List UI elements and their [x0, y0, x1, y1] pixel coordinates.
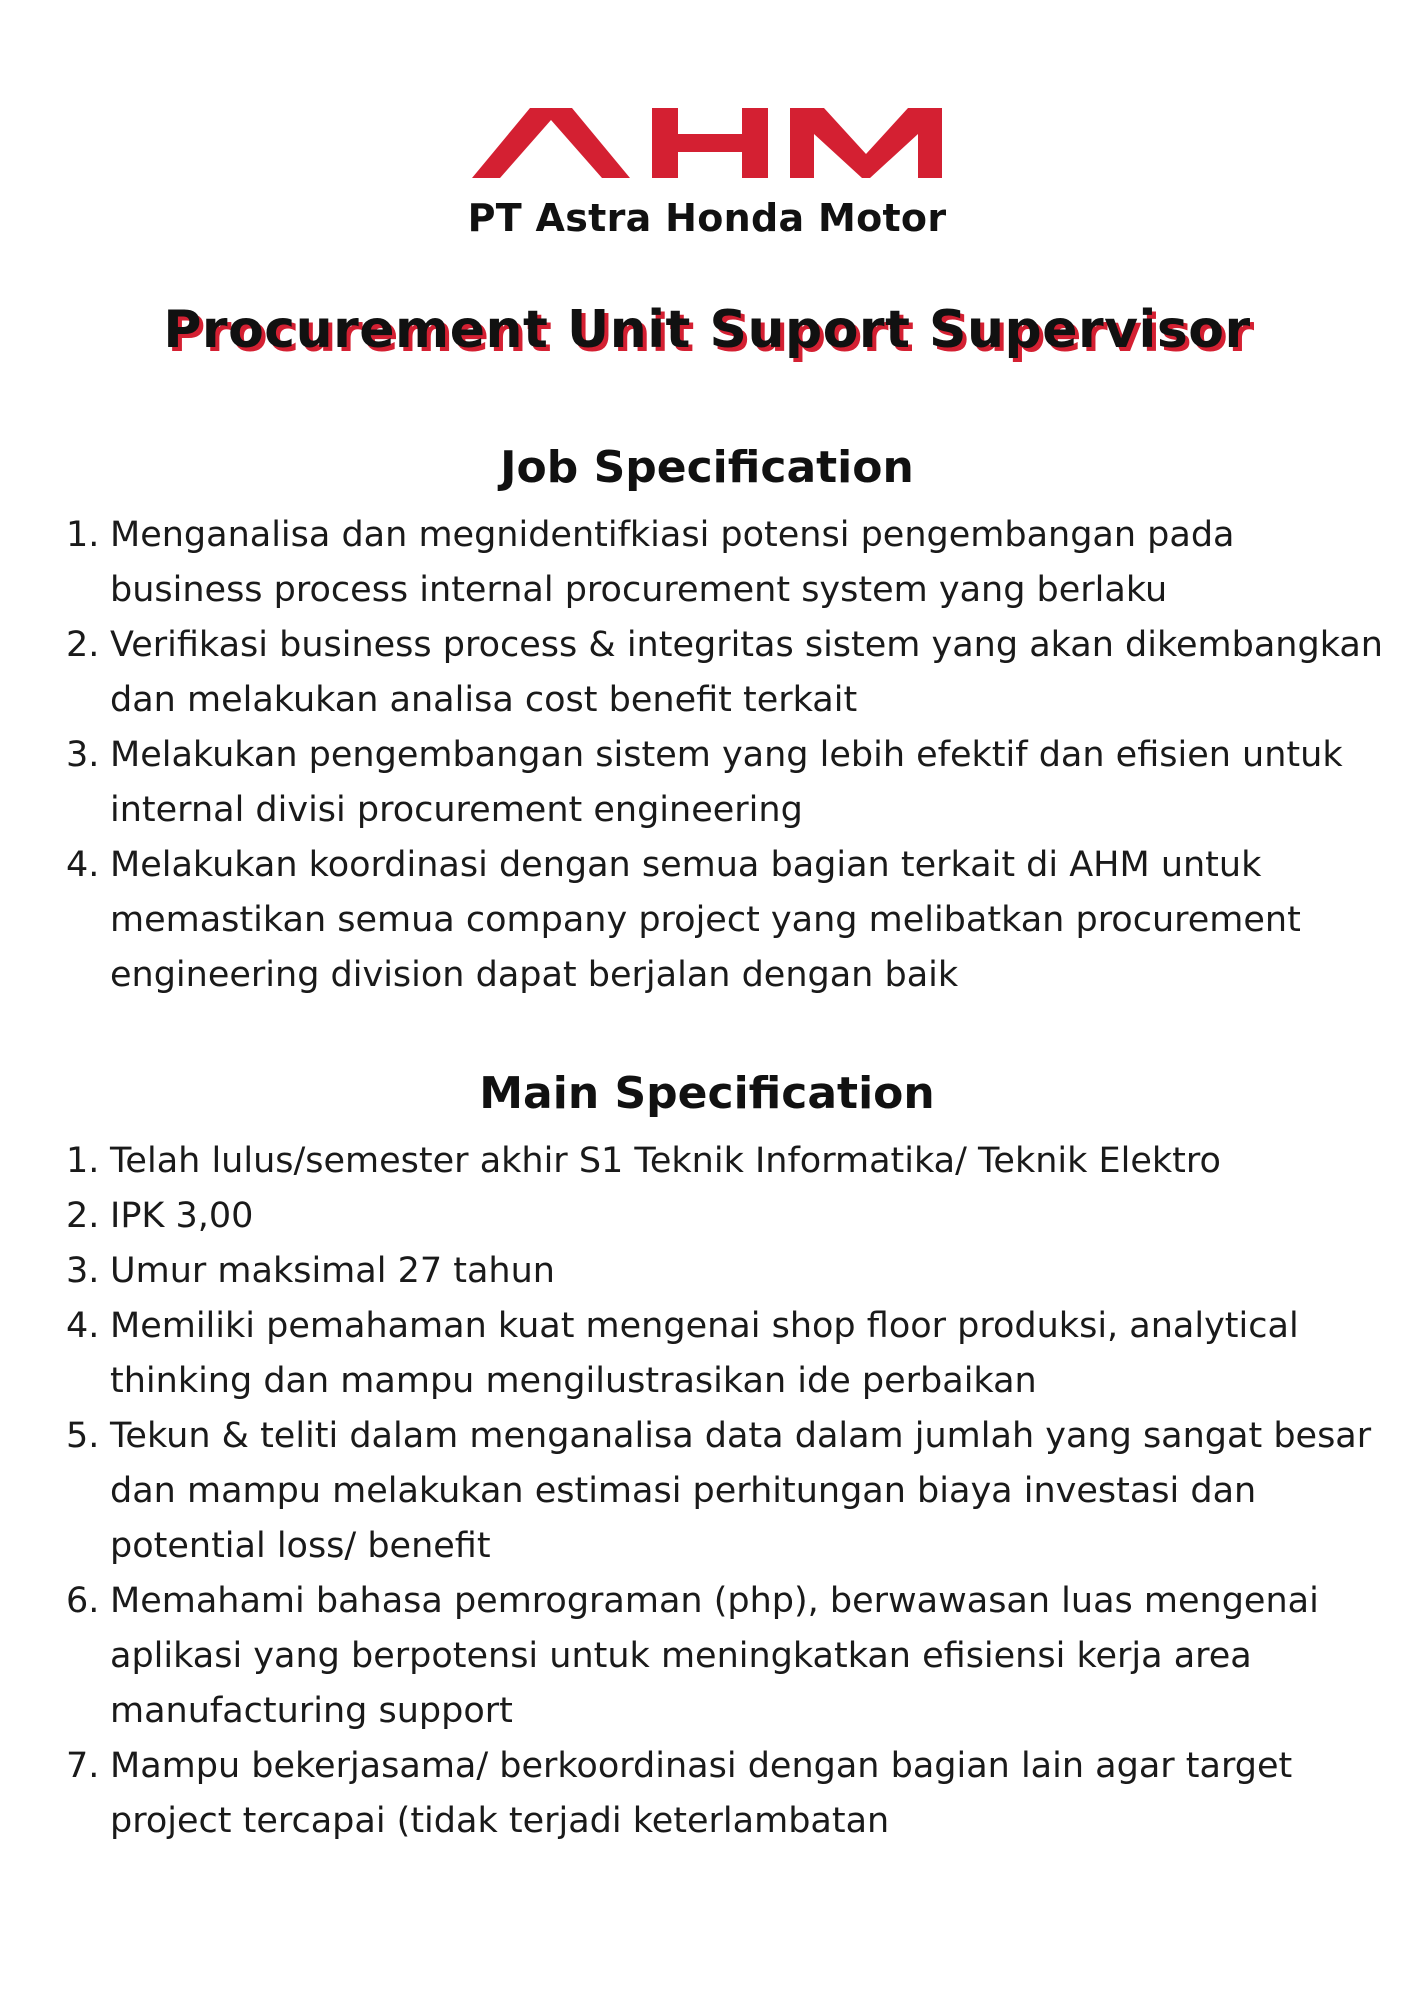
- list-text: Telah lulus/semester akhir S1 Teknik Informatika/ Teknik Elektro: [110, 1141, 1221, 1181]
- list-number: 4.: [66, 845, 100, 885]
- list-number: 5.: [66, 1416, 100, 1456]
- list-number: 6.: [66, 1581, 100, 1621]
- main-spec-item: [0, 1244, 1414, 1299]
- list-text: Mampu bekerjasama/ berkoordinasi dengan bagian lain agar target project tercapai (tidak terjadi keterlambatan: [110, 1746, 1293, 1841]
- list-text: Verifikasi business process & integritas sistem yang akan dikembangkan dan melakukan analisa cost benefit terkait: [110, 625, 1383, 720]
- list-number: 1.: [66, 1141, 100, 1181]
- list-text: Tekun & teliti dalam menganalisa data dalam jumlah yang sangat besar dan mampu melakukan estimasi perhitungan biaya investasi dan potential loss/ benefit: [110, 1416, 1372, 1566]
- list-number: 2.: [66, 625, 100, 665]
- list-text: Umur maksimal 27 tahun: [110, 1251, 555, 1291]
- job-spec-item: [0, 728, 1414, 838]
- main-spec-item: [0, 1409, 1414, 1574]
- job-specification-list: [0, 508, 1414, 1003]
- main-spec-item: [0, 1574, 1414, 1739]
- list-number: 7.: [66, 1746, 100, 1786]
- main-specification-list: [0, 1134, 1414, 1849]
- main-spec-item: [0, 1299, 1414, 1409]
- ahm-logo-mark: [472, 108, 942, 188]
- list-text: Memiliki pemahaman kuat mengenai shop floor produksi, analytical thinking dan mampu mengilustrasikan ide perbaikan: [110, 1306, 1299, 1401]
- list-number: 3.: [66, 1251, 100, 1291]
- list-number: 1.: [66, 515, 100, 555]
- list-number: 3.: [66, 735, 100, 775]
- main-spec-item: [0, 1189, 1414, 1244]
- list-number: 2.: [66, 1196, 100, 1236]
- job-spec-item: [0, 618, 1414, 728]
- list-text: Melakukan koordinasi dengan semua bagian terkait di AHM untuk memastikan semua company project yang melibatkan procurement engineering division dapat berjalan dengan baik: [110, 845, 1301, 995]
- list-text: IPK 3,00: [110, 1196, 254, 1236]
- company-name: PT Astra Honda Motor: [467, 196, 947, 240]
- list-text: Menganalisa dan megnidentifkiasi potensi pengembangan pada business process internal procurement system yang berlaku: [110, 515, 1235, 610]
- main-spec-item: [0, 1739, 1414, 1849]
- list-text: Melakukan pengembangan sistem yang lebih efektif dan efisien untuk internal divisi procurement engineering: [110, 735, 1343, 830]
- job-spec-item: [0, 838, 1414, 1003]
- list-text: Memahami bahasa pemrograman (php), berwawasan luas mengenai aplikasi yang berpotensi untuk meningkatkan efisiensi kerja area manufacturing support: [110, 1581, 1319, 1731]
- main-spec-item: [0, 1134, 1414, 1189]
- list-number: 4.: [66, 1306, 100, 1346]
- job-spec-item: [0, 508, 1414, 618]
- main-specification-heading: Main Specification: [479, 1068, 935, 1119]
- job-specification-heading: Job Specification: [500, 442, 914, 493]
- job-title: Procurement Unit Suport Supervisor: [163, 300, 1251, 360]
